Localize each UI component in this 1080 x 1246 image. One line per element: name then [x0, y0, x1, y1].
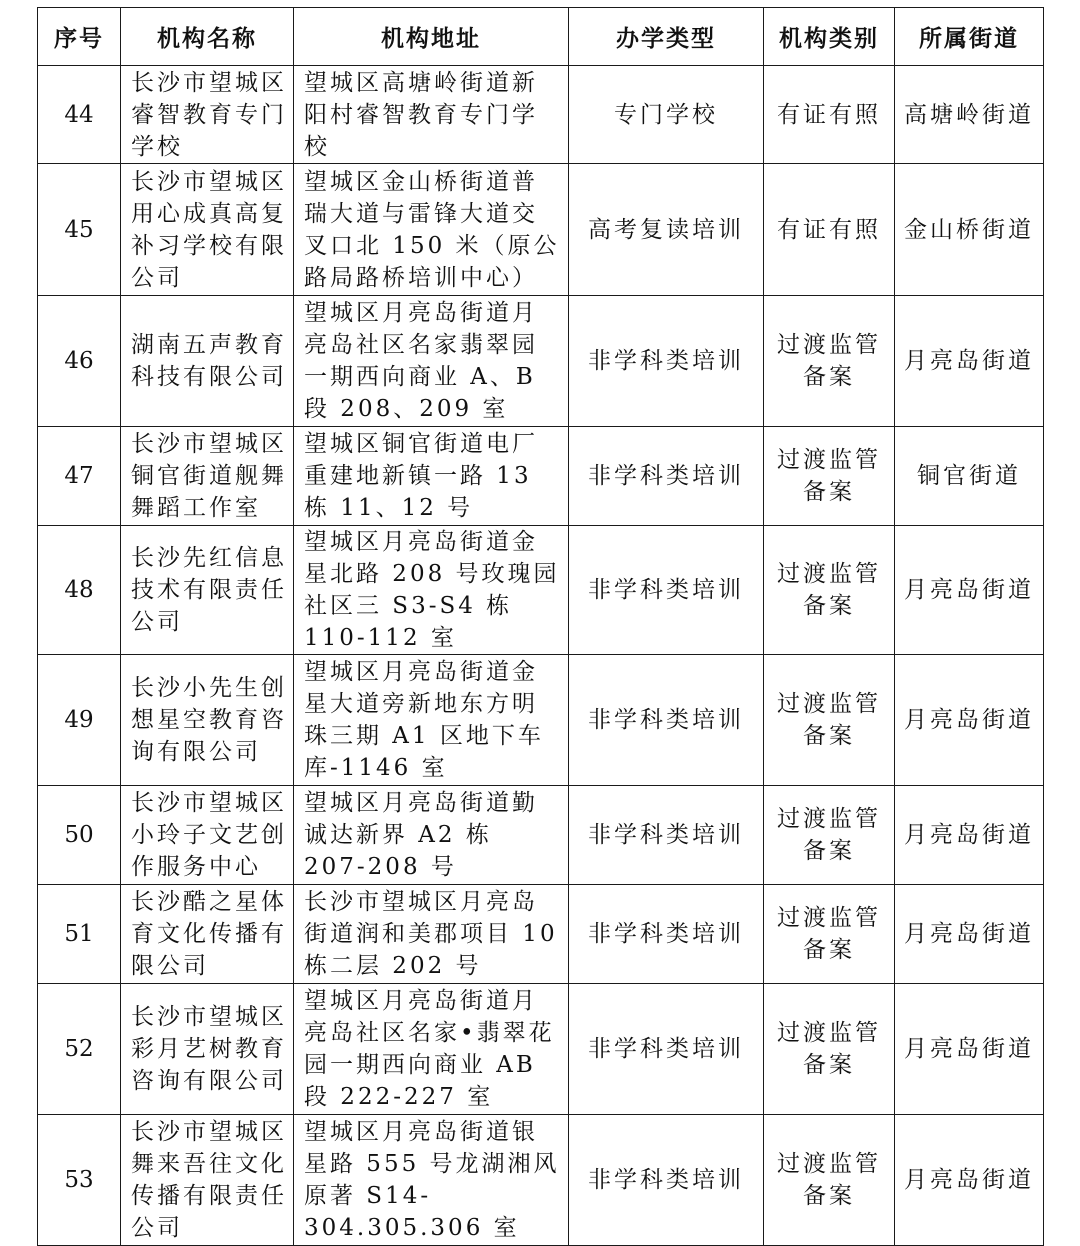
table-row	[38, 526, 1044, 655]
table-row	[38, 655, 1044, 786]
cell-school-type: 高考复读培训	[569, 164, 764, 296]
cell-institution-address: 望城区金山桥街道普瑞大道与雷锋大道交叉口北 150 米（原公路局路桥培训中心）	[294, 164, 569, 296]
cell-institution-address: 望城区月亮岛街道勤诚达新界 A2 栋 207-208 号	[294, 786, 569, 885]
table-row	[38, 66, 1044, 164]
cell-institution-category: 过渡监管备案	[764, 655, 895, 786]
header-street: 所属街道	[895, 8, 1044, 66]
cell-serial-no: 51	[38, 885, 121, 984]
cell-institution-name: 湖南五声教育科技有限公司	[121, 296, 294, 427]
cell-institution-address: 望城区高塘岭街道新阳村睿智教育专门学校	[294, 66, 569, 164]
cell-institution-name: 长沙市望城区舞来吾往文化传播有限责任公司	[121, 1115, 294, 1246]
cell-school-type: 非学科类培训	[569, 786, 764, 885]
institution-table	[37, 7, 1044, 1246]
cell-street: 月亮岛街道	[895, 786, 1044, 885]
header-school-type: 办学类型	[569, 8, 764, 66]
cell-institution-address: 长沙市望城区月亮岛街道润和美郡项目 10 栋二层 202 号	[294, 885, 569, 984]
header-serial-no: 序号	[38, 8, 121, 66]
cell-school-type: 非学科类培训	[569, 427, 764, 526]
cell-school-type: 非学科类培训	[569, 296, 764, 427]
cell-institution-name: 长沙市望城区小玲子文艺创作服务中心	[121, 786, 294, 885]
cell-street: 月亮岛街道	[895, 655, 1044, 786]
cell-institution-category: 过渡监管备案	[764, 427, 895, 526]
cell-institution-category: 过渡监管备案	[764, 786, 895, 885]
cell-school-type: 非学科类培训	[569, 1115, 764, 1246]
cell-school-type: 非学科类培训	[569, 984, 764, 1115]
cell-street: 月亮岛街道	[895, 296, 1044, 427]
cell-institution-name: 长沙酷之星体育文化传播有限公司	[121, 885, 294, 984]
cell-institution-category: 有证有照	[764, 164, 895, 296]
table-row	[38, 164, 1044, 296]
cell-street: 月亮岛街道	[895, 984, 1044, 1115]
cell-street: 月亮岛街道	[895, 885, 1044, 984]
table-row	[38, 296, 1044, 427]
cell-serial-no: 45	[38, 164, 121, 296]
cell-institution-address: 望城区月亮岛街道银星路 555 号龙湖湘风原著 S14-304.305.306 室	[294, 1115, 569, 1246]
header-institution-name: 机构名称	[121, 8, 294, 66]
cell-serial-no: 44	[38, 66, 121, 164]
cell-institution-name: 长沙市望城区睿智教育专门学校	[121, 66, 294, 164]
cell-school-type: 非学科类培训	[569, 526, 764, 655]
cell-serial-no: 50	[38, 786, 121, 885]
cell-street: 高塘岭街道	[895, 66, 1044, 164]
table-row	[38, 1115, 1044, 1246]
cell-school-type: 专门学校	[569, 66, 764, 164]
header-institution-address: 机构地址	[294, 8, 569, 66]
cell-institution-name: 长沙小先生创想星空教育咨询有限公司	[121, 655, 294, 786]
cell-institution-category: 过渡监管备案	[764, 885, 895, 984]
cell-institution-category: 过渡监管备案	[764, 984, 895, 1115]
document-page	[37, 7, 1043, 1246]
table-header-row	[38, 8, 1044, 66]
table-row	[38, 427, 1044, 526]
cell-institution-address: 望城区月亮岛街道月亮岛社区名家翡翠园一期西向商业 A、B 段 208、209 室	[294, 296, 569, 427]
cell-institution-name: 长沙市望城区彩月艺树教育咨询有限公司	[121, 984, 294, 1115]
cell-institution-category: 过渡监管备案	[764, 1115, 895, 1246]
cell-street: 月亮岛街道	[895, 526, 1044, 655]
cell-institution-address: 望城区月亮岛街道金星北路 208 号玫瑰园社区三 S3-S4 栋 110-112 室	[294, 526, 569, 655]
cell-serial-no: 47	[38, 427, 121, 526]
cell-street: 铜官街道	[895, 427, 1044, 526]
cell-street: 金山桥街道	[895, 164, 1044, 296]
cell-street: 月亮岛街道	[895, 1115, 1044, 1246]
table-row	[38, 984, 1044, 1115]
cell-school-type: 非学科类培训	[569, 885, 764, 984]
cell-institution-address: 望城区月亮岛街道月亮岛社区名家•翡翠花园一期西向商业 AB 段 222-227 室	[294, 984, 569, 1115]
cell-institution-address: 望城区月亮岛街道金星大道旁新地东方明珠三期 A1 区地下车库-1146 室	[294, 655, 569, 786]
cell-institution-name: 长沙先红信息技术有限责任公司	[121, 526, 294, 655]
cell-institution-name: 长沙市望城区用心成真高复补习学校有限公司	[121, 164, 294, 296]
cell-serial-no: 48	[38, 526, 121, 655]
cell-serial-no: 46	[38, 296, 121, 427]
cell-institution-name: 长沙市望城区铜官街道舰舞舞蹈工作室	[121, 427, 294, 526]
cell-institution-category: 过渡监管备案	[764, 526, 895, 655]
header-institution-category: 机构类别	[764, 8, 895, 66]
cell-serial-no: 52	[38, 984, 121, 1115]
cell-serial-no: 53	[38, 1115, 121, 1246]
table-row	[38, 885, 1044, 984]
cell-institution-address: 望城区铜官街道电厂重建地新镇一路 13 栋 11、12 号	[294, 427, 569, 526]
cell-institution-category: 过渡监管备案	[764, 296, 895, 427]
cell-serial-no: 49	[38, 655, 121, 786]
cell-school-type: 非学科类培训	[569, 655, 764, 786]
cell-institution-category: 有证有照	[764, 66, 895, 164]
table-row	[38, 786, 1044, 885]
